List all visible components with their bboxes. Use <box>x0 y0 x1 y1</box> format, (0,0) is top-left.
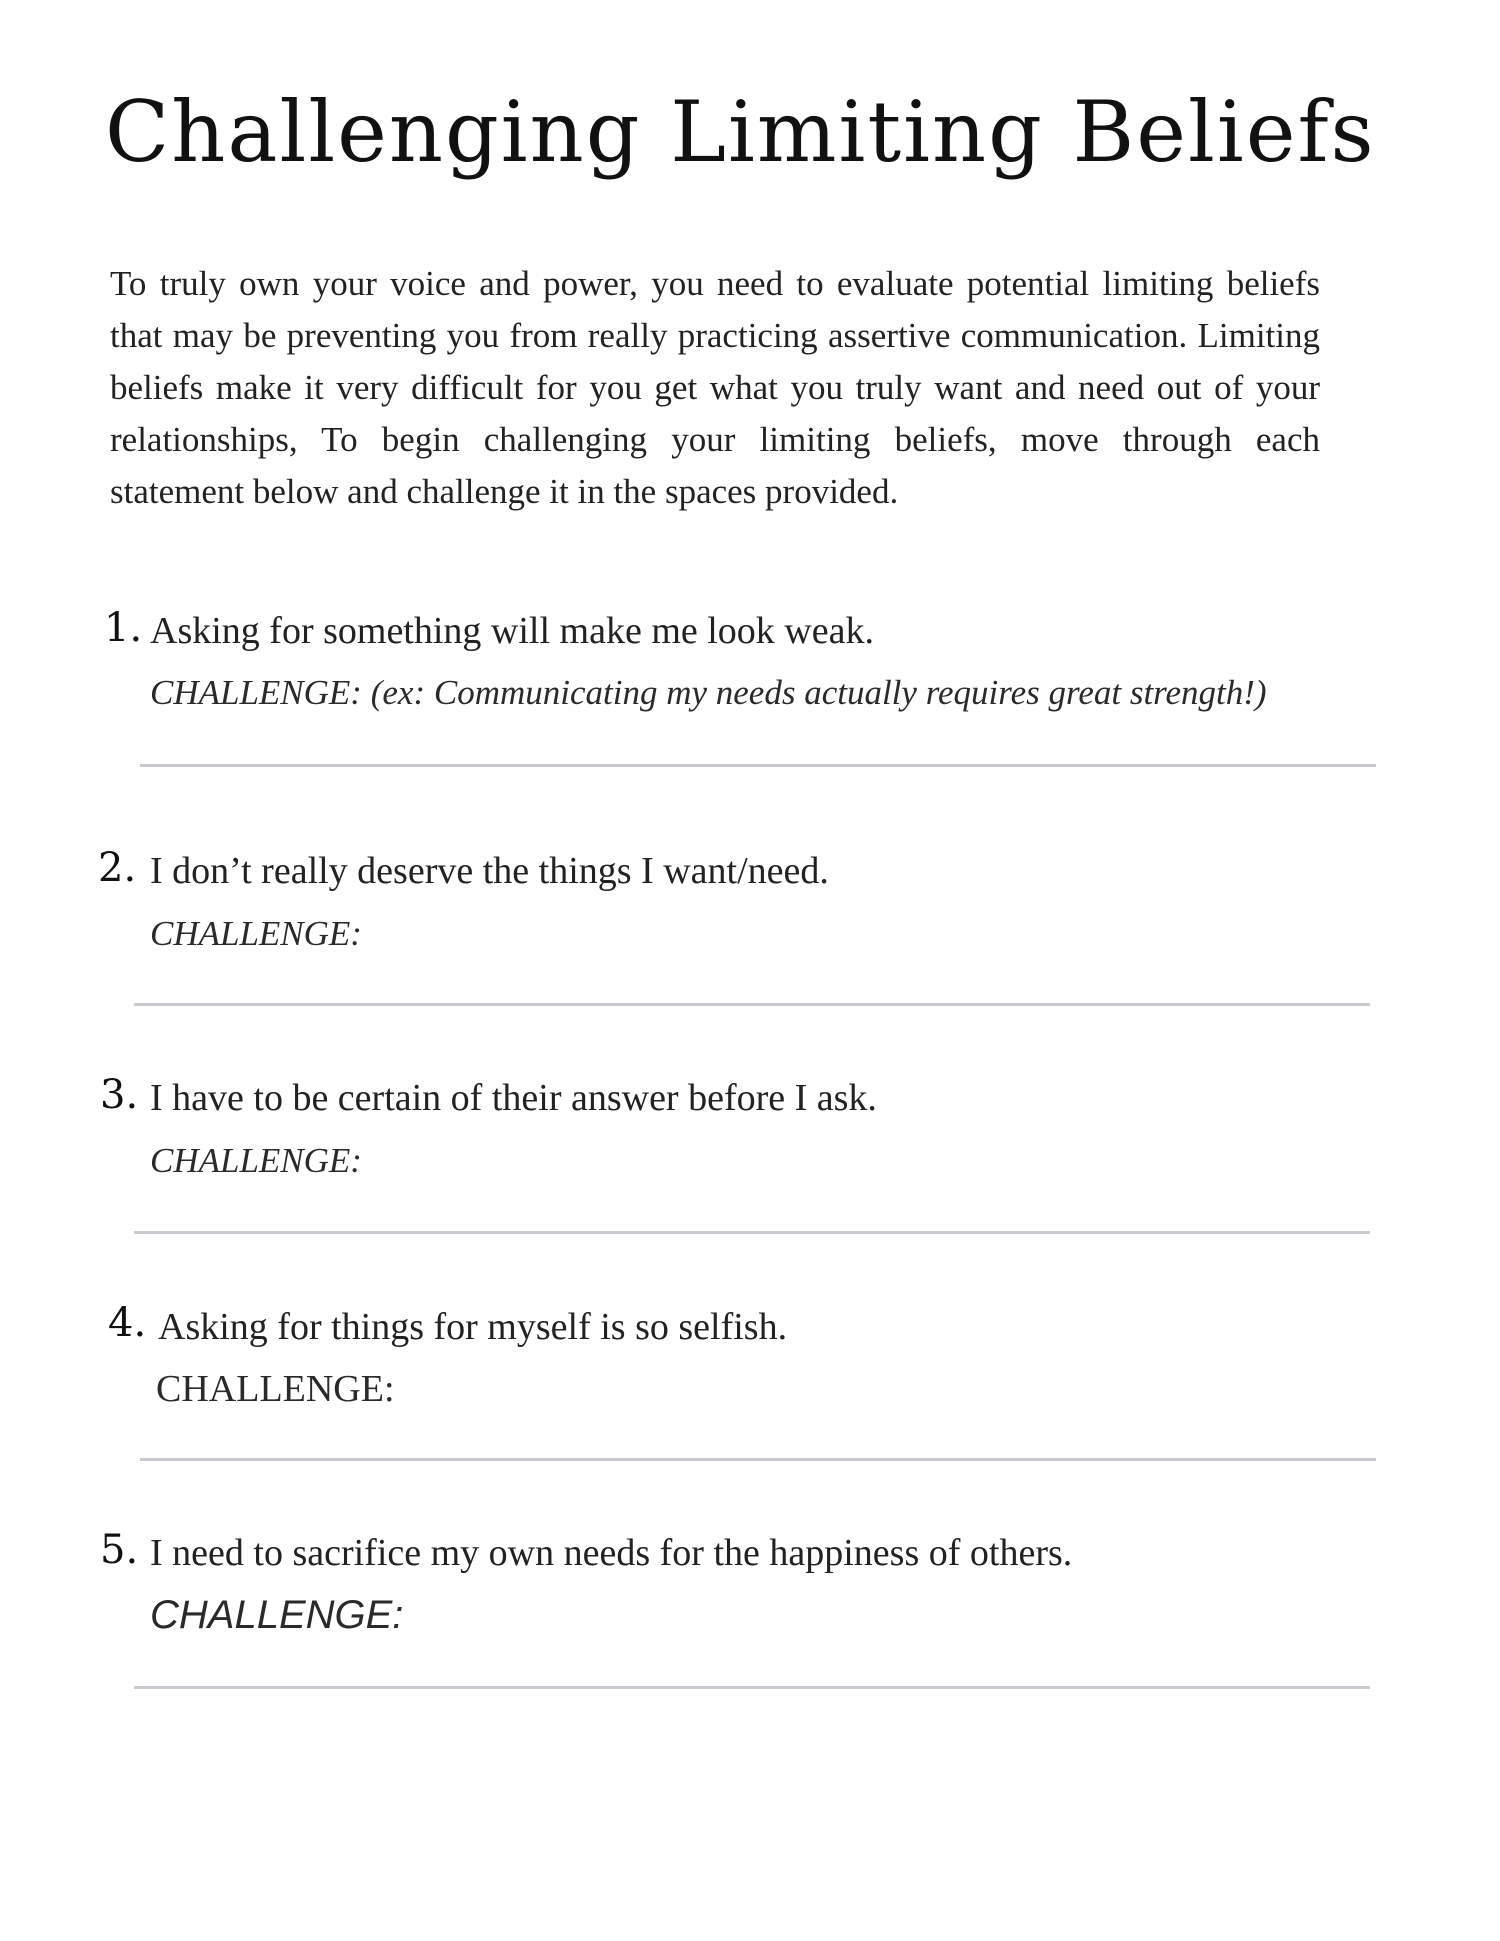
belief-statement: I have to be certain of their answer before I ask. <box>150 1077 877 1119</box>
belief-statement: Asking for something will make me look weak. <box>150 610 874 652</box>
answer-line[interactable] <box>134 1003 1370 1006</box>
answer-line[interactable] <box>134 1686 1370 1689</box>
challenge-label: CHALLENGE: <box>150 1141 362 1180</box>
answer-line[interactable] <box>134 1231 1370 1234</box>
item-number: 3. <box>100 1072 139 1118</box>
item-number: 2. <box>98 845 137 891</box>
belief-statement: Asking for things for myself is so selfish. <box>158 1306 788 1348</box>
intro-paragraph: To truly own your voice and power, you need to evaluate potential limiting beliefs that may be preventing you from really practicing assertive communication. Limiting beliefs make it very difficult for you get what you truly want and need out of your relationships, To begin challenging your limiting beliefs, move through each statement below and challenge it in the spaces provided. <box>110 264 1320 511</box>
belief-statement: I need to sacrifice my own needs for the happiness of others. <box>150 1532 1073 1574</box>
item-number: 4. <box>108 1300 147 1346</box>
item-number: 5. <box>100 1527 139 1573</box>
challenge-label: CHALLENGE: <box>150 1593 404 1637</box>
challenge-label: CHALLENGE: (ex: Communicating my needs actually requires great strength!) <box>150 673 1267 712</box>
challenge-label: CHALLENGE: <box>156 1368 395 1410</box>
answer-line[interactable] <box>140 764 1376 767</box>
challenge-label: CHALLENGE: <box>150 914 362 953</box>
page-title: Challenging Limiting Beliefs <box>105 83 1376 181</box>
answer-line[interactable] <box>140 1458 1376 1461</box>
belief-statement: I don’t really deserve the things I want/need. <box>150 850 829 892</box>
item-number: 1. <box>104 605 143 651</box>
